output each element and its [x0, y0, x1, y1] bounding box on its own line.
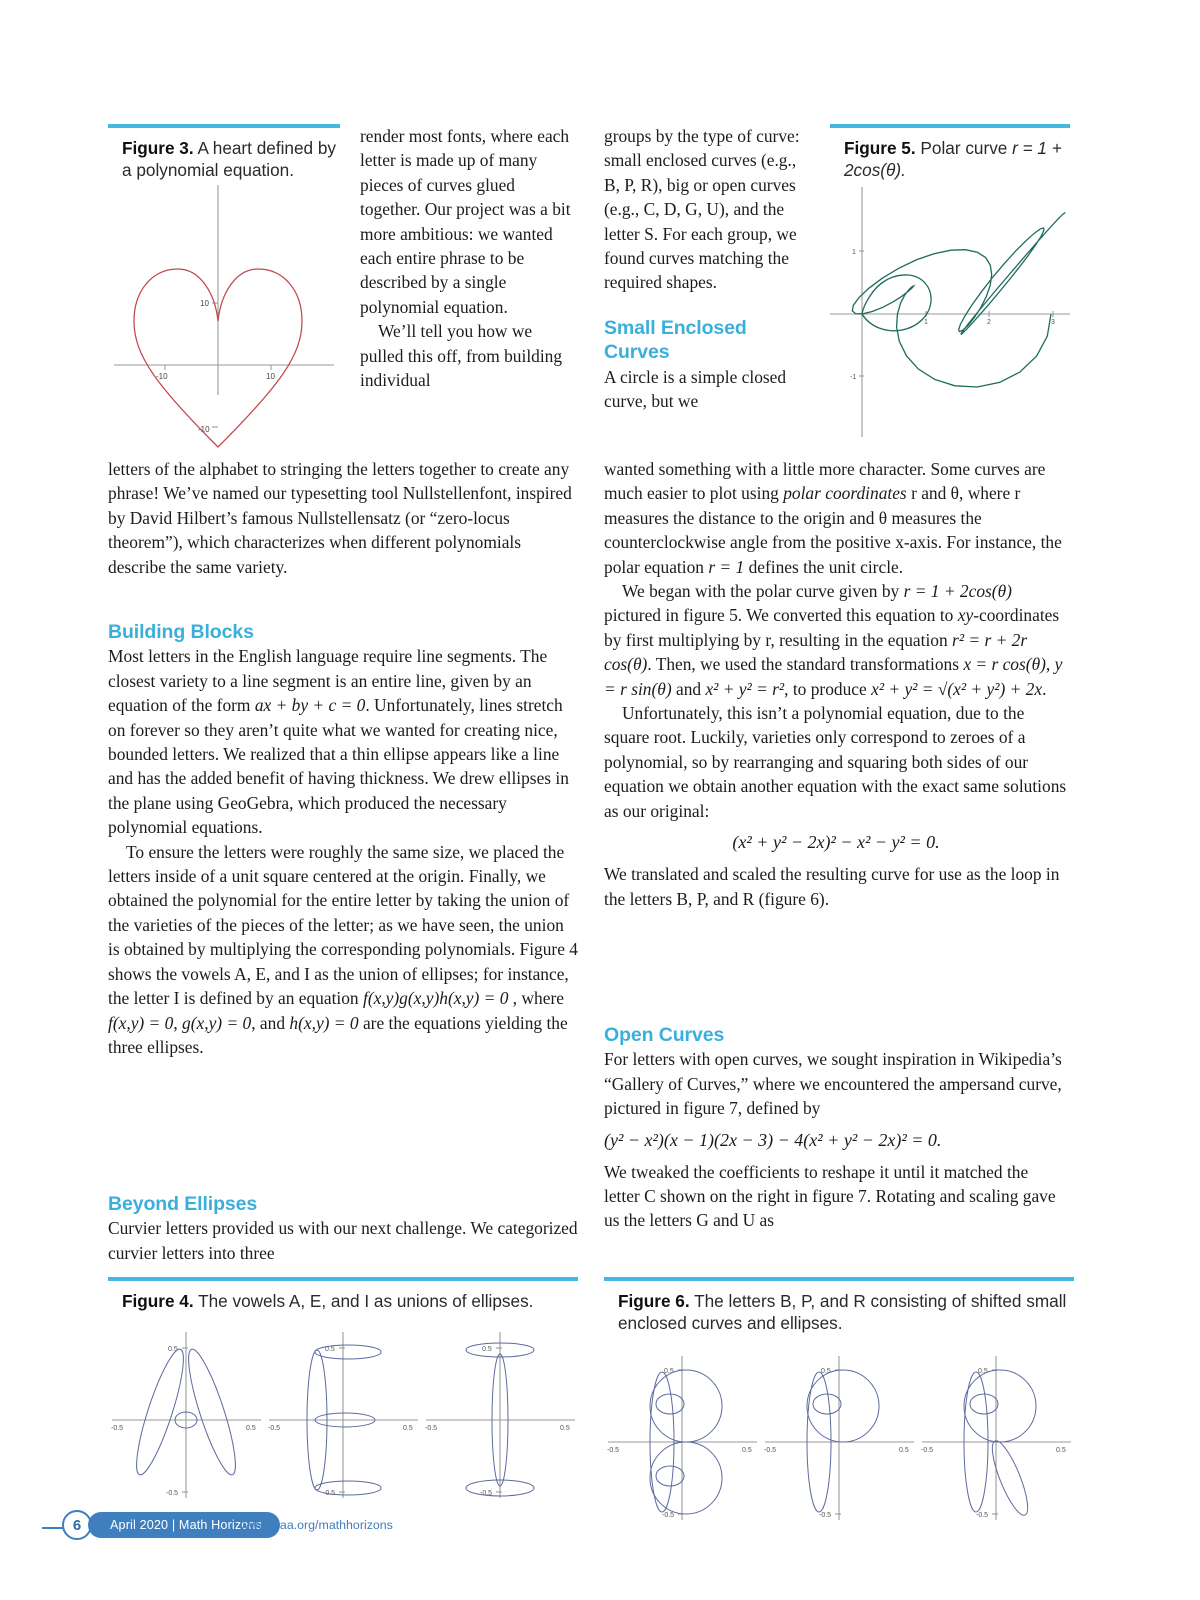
- figure-6-panels: [604, 1342, 1074, 1522]
- figure-6-panel-B: [604, 1342, 761, 1522]
- footer-issue-pill: April 2020 | Math Horizons: [88, 1512, 280, 1538]
- x-tick-label-neg10: -10: [156, 372, 168, 381]
- small-enclosed-paragraph-4: We translated and scaled the resulting curve for use as the loop in the letters B, P, and R (figure 6).: [604, 864, 1060, 909]
- small-enclosed-intro-narrow: A circle is a simple closed curve, but we: [604, 366, 787, 412]
- figure-3-caption-text: A heart defined by a polynomial equation.: [122, 138, 337, 180]
- panelB-x-neg-label: -0.5: [607, 1447, 620, 1454]
- y-tick-label-10: 10: [200, 299, 209, 308]
- panelI-y-neg-label: -0.5: [480, 1490, 493, 1497]
- bb-p2-e: are the equations yielding the three ellipses.: [108, 1012, 568, 1057]
- letter-R-counter: [970, 1394, 998, 1414]
- sec-p2-a: We began with the polar curve given by: [622, 581, 904, 602]
- figure-3: [108, 124, 340, 434]
- bb-p1-b: . Unfortunately, lines stretch on forever so they aren’t quite what we wanted for creating nice, bounded letters. We realized that a thin ellipse appears like a line and has the added benefit of having thickness. We drew ellipses in the plane using GeoGebra, which produced the necessary polynomial equations.: [108, 695, 569, 838]
- building-blocks-paragraph-1: [108, 644, 578, 839]
- bb-p2-b: , where: [508, 988, 564, 1009]
- figure-3-plot: [108, 185, 340, 434]
- page-number-badge: 6: [62, 1510, 92, 1540]
- letter-B-lower-counter: [656, 1466, 684, 1486]
- panelP-x-pos-label: 0.5: [899, 1447, 909, 1454]
- sec-p1-equation: r = 1: [708, 556, 745, 577]
- building-blocks-paragraph-2: [108, 840, 578, 1060]
- bb-p2-d: , and: [251, 1012, 290, 1033]
- heading-open-curves: Open Curves: [604, 1024, 725, 1046]
- open-curves-display-equation: (y² − x²)(x − 1)(2x − 3) − 4(x² + y² − 2x)² = 0.: [604, 1129, 942, 1150]
- x-tick-label-3: 3: [1051, 319, 1055, 326]
- bb-p1-equation: ax + by + c = 0: [254, 695, 366, 716]
- section-small-enclosed-curves: [604, 457, 1068, 911]
- sec-p2-c: -coordinates by first multiplying by r, resulting in the equation: [604, 605, 1060, 650]
- panelP-x-neg-label: -0.5: [764, 1447, 777, 1454]
- heading-line-1: Small Enclosed: [604, 316, 747, 339]
- bb-p2-equation-2: f(x,y) = 0: [108, 1012, 174, 1033]
- letter-R-bowl: [964, 1370, 1036, 1442]
- figure-4-panels: [108, 1320, 578, 1500]
- x-tick-label-10: 10: [266, 372, 275, 381]
- heart-plot-svg: [108, 185, 340, 434]
- x-tick-label-2: 2: [987, 319, 991, 326]
- section-building-blocks: [108, 620, 578, 1059]
- sec-p2-equation-5: x² + y² = √(x² + y²) + 2x: [871, 678, 1043, 699]
- open-curves-paragraph-1: For letters with open curves, we sought inspiration in Wikipedia’s “Gallery of Curves,” where we encountered the ampersand curve, pictured in figure 7, defined by: [604, 1049, 1062, 1119]
- panelA-y-neg-label: -0.5: [166, 1490, 179, 1497]
- panelB-y-neg-label: -0.5: [662, 1512, 675, 1519]
- bb-p2-c: ,: [173, 1012, 183, 1033]
- sec-p2-xy-term: xy: [957, 605, 974, 626]
- letter-E-bottom-arm: [315, 1481, 381, 1495]
- bb-p2-equation-3: g(x,y) = 0: [182, 1012, 252, 1033]
- heading-beyond-ellipses: Beyond Ellipses: [108, 1193, 258, 1215]
- letter-P-counter: [813, 1394, 841, 1414]
- col3-paragraph-1: groups by the type of curve: small enclosed curves (e.g., B, P, R), big or open curves (e.g., C, D, G, U), and the letter S. For each group, we found curves matching the required shapes.: [604, 126, 800, 293]
- sec-p2-equation-3: x = r cos(θ), y = r sin(θ): [604, 654, 1063, 699]
- panelP-y-neg-label: -0.5: [819, 1512, 832, 1519]
- sec-p2-g: .: [1042, 678, 1047, 699]
- letter-P-bowl: [807, 1370, 879, 1442]
- small-enclosed-paragraph-3: Unfortunately, this isn’t a polynomial equation, due to the square root. Luckily, varieties only correspond to zeroes of a polynomial, so by rearranging and squaring both sides of our equation we obtain another equation with the exact same solutions as our original:: [604, 703, 1067, 821]
- panelA-y-pos-label: 0.5: [168, 1346, 178, 1353]
- figure-4-caption-label: Figure 4.: [122, 1291, 194, 1311]
- figure-6: [604, 1277, 1074, 1522]
- figure-5-caption-label: Figure 5.: [844, 138, 916, 158]
- panelP-y-pos-label: 0.5: [821, 1368, 831, 1375]
- sec-p2-e: and: [671, 678, 706, 699]
- left-continuation-paragraph: letters of the alphabet to stringing the letters together to create any phrase! We’ve named our typesetting tool Nullstellenfont, inspired by David Hilbert’s famous Nullstellensatz (or “zero-locus theorem”), which characterizes when different polynomials describe the same variety.: [108, 459, 572, 577]
- bb-p2-a: To ensure the letters were roughly the same size, we placed the letters inside of a unit square centered at the origin. Finally, we obtained the polynomial for the entire letter by taking the union of the varieties of the pieces of the letter; as we have seen, the union is obtained by multiplying the corresponding polynomials. Figure 4 shows the vowels A, E, and I as the union of ellipses; for instance, the letter I is defined by an equation: [108, 841, 578, 1009]
- page-footer: [0, 1508, 1200, 1548]
- column-3-text: [604, 124, 809, 413]
- letter-B-lower-bowl: [650, 1442, 722, 1514]
- col2-paragraph-1: render most fonts, where each letter is made up of many pieces of curves glued together. Our project was a bit more ambitious: we wanted each entire phrase to be described by a single polynomial equation.: [360, 126, 571, 317]
- sec-p1-polar-term: polar coordinates: [783, 483, 907, 504]
- panelA-x-neg-label: -0.5: [111, 1425, 124, 1432]
- sec-p1-a: wanted something with a little more character. Some curves are much easier to plot using: [604, 459, 1046, 504]
- figure-6-panel-R: [918, 1342, 1075, 1522]
- figure-5-caption: [830, 128, 1070, 181]
- figure-5-plot: [830, 187, 1070, 437]
- panelR-y-pos-label: 0.5: [978, 1368, 988, 1375]
- panelI-x-neg-label: -0.5: [425, 1425, 438, 1432]
- figure-4-panel-E: [265, 1320, 422, 1500]
- panelE-y-pos-label: 0.5: [325, 1346, 335, 1353]
- figure-5: [830, 124, 1070, 437]
- sec-p2-equation-4: x² + y² = r²: [705, 678, 785, 699]
- panelE-y-neg-label: -0.5: [323, 1490, 336, 1497]
- column-2-text: [360, 124, 572, 392]
- x-tick-label-1: 1: [924, 319, 928, 326]
- panelI-y-pos-label: 0.5: [482, 1346, 492, 1353]
- letter-B-upper-counter: [656, 1394, 684, 1414]
- limacon-curve: [852, 213, 1065, 388]
- bb-p2-equation-1: f(x,y)g(x,y)h(x,y) = 0: [362, 988, 509, 1009]
- heading-small-enclosed-curves: [604, 316, 809, 365]
- small-enclosed-paragraph-1: [604, 457, 1068, 579]
- figure-5-caption-text: Polar curve: [915, 138, 1013, 158]
- small-enclosed-paragraph-2: [604, 579, 1068, 701]
- panelI-x-pos-label: 0.5: [560, 1425, 570, 1432]
- beyond-ellipses-paragraph: Curvier letters provided us with our next challenge. We categorized curvier letters into three: [108, 1218, 578, 1263]
- footer-url[interactable]: www.maa.org/mathhorizons: [240, 1518, 393, 1532]
- letter-B-upper-bowl: [650, 1370, 722, 1442]
- sec-p2-equation-2: r² = r + 2r cos(θ): [604, 629, 1028, 675]
- figure-3-caption: [108, 128, 340, 181]
- panelE-x-neg-label: -0.5: [268, 1425, 281, 1432]
- figure-6-caption-label: Figure 6.: [618, 1291, 690, 1311]
- panelA-x-pos-label: 0.5: [246, 1425, 256, 1432]
- sec-p1-c: defines the unit circle.: [744, 556, 904, 577]
- figure-4-panel-I: [422, 1320, 579, 1500]
- y-tick-label-neg10: -10: [198, 425, 210, 434]
- bb-p1-a: Most letters in the English language require line segments. The closest variety to a line segment is an entire line, given by an equation of the form: [108, 646, 548, 716]
- section-open-curves: [604, 1023, 1068, 1233]
- sec-p2-d: . Then, we used the standard transformations: [647, 654, 964, 675]
- col2-paragraph-2: We’ll tell you how we pulled this off, from building individual: [360, 321, 563, 391]
- heading-line-2: Curves: [604, 341, 670, 364]
- small-enclosed-display-equation: (x² + y² − 2x)² − x² − y² = 0.: [732, 832, 940, 853]
- section-beyond-ellipses: [108, 1192, 578, 1265]
- figure-6-caption: [604, 1281, 1074, 1334]
- bb-p2-equation-4: h(x,y) = 0: [289, 1012, 359, 1033]
- sec-p2-f: , to produce: [784, 678, 872, 699]
- polar-curve-svg: [830, 187, 1070, 437]
- figure-4-caption-text: The vowels A, E, and I as unions of ellipses.: [193, 1291, 534, 1311]
- panelB-y-pos-label: 0.5: [664, 1368, 674, 1375]
- heading-building-blocks: Building Blocks: [108, 621, 254, 643]
- figure-6-panel-P: [761, 1342, 918, 1522]
- figure-5-caption-equation: r = 1 + 2cos(θ).: [844, 138, 1062, 180]
- sec-p2-b: pictured in figure 5. We converted this equation to: [604, 605, 958, 626]
- left-column-continuation: [108, 457, 578, 579]
- figure-6-caption-text: The letters B, P, and R consisting of shifted small enclosed curves and ellipses.: [618, 1291, 1067, 1333]
- sec-p1-b: r and θ, where r measures the distance to the origin and θ measures the counterclockwise angle from the positive x-axis. For instance, the polar equation: [604, 483, 1062, 577]
- letter-R-leg: [986, 1437, 1035, 1519]
- figure-3-caption-label: Figure 3.: [122, 138, 194, 158]
- panelB-x-pos-label: 0.5: [742, 1447, 752, 1454]
- y-tick-label-1: 1: [852, 249, 856, 256]
- figure-4: [108, 1277, 578, 1500]
- y-tick-label-neg1: -1: [850, 374, 857, 381]
- figure-4-caption: [108, 1281, 578, 1312]
- panelR-y-neg-label: -0.5: [976, 1512, 989, 1519]
- open-curves-paragraph-2: We tweaked the coefficients to reshape it until it matched the letter C shown on the right in figure 7. Rotating and scaling gave us the letters G and U as: [604, 1161, 1056, 1231]
- panelR-x-pos-label: 0.5: [1056, 1447, 1066, 1454]
- sec-p2-equation-1: r = 1 + 2cos(θ): [903, 581, 1012, 602]
- panelR-x-neg-label: -0.5: [921, 1447, 934, 1454]
- figure-4-panel-A: [108, 1320, 265, 1500]
- panelE-x-pos-label: 0.5: [403, 1425, 413, 1432]
